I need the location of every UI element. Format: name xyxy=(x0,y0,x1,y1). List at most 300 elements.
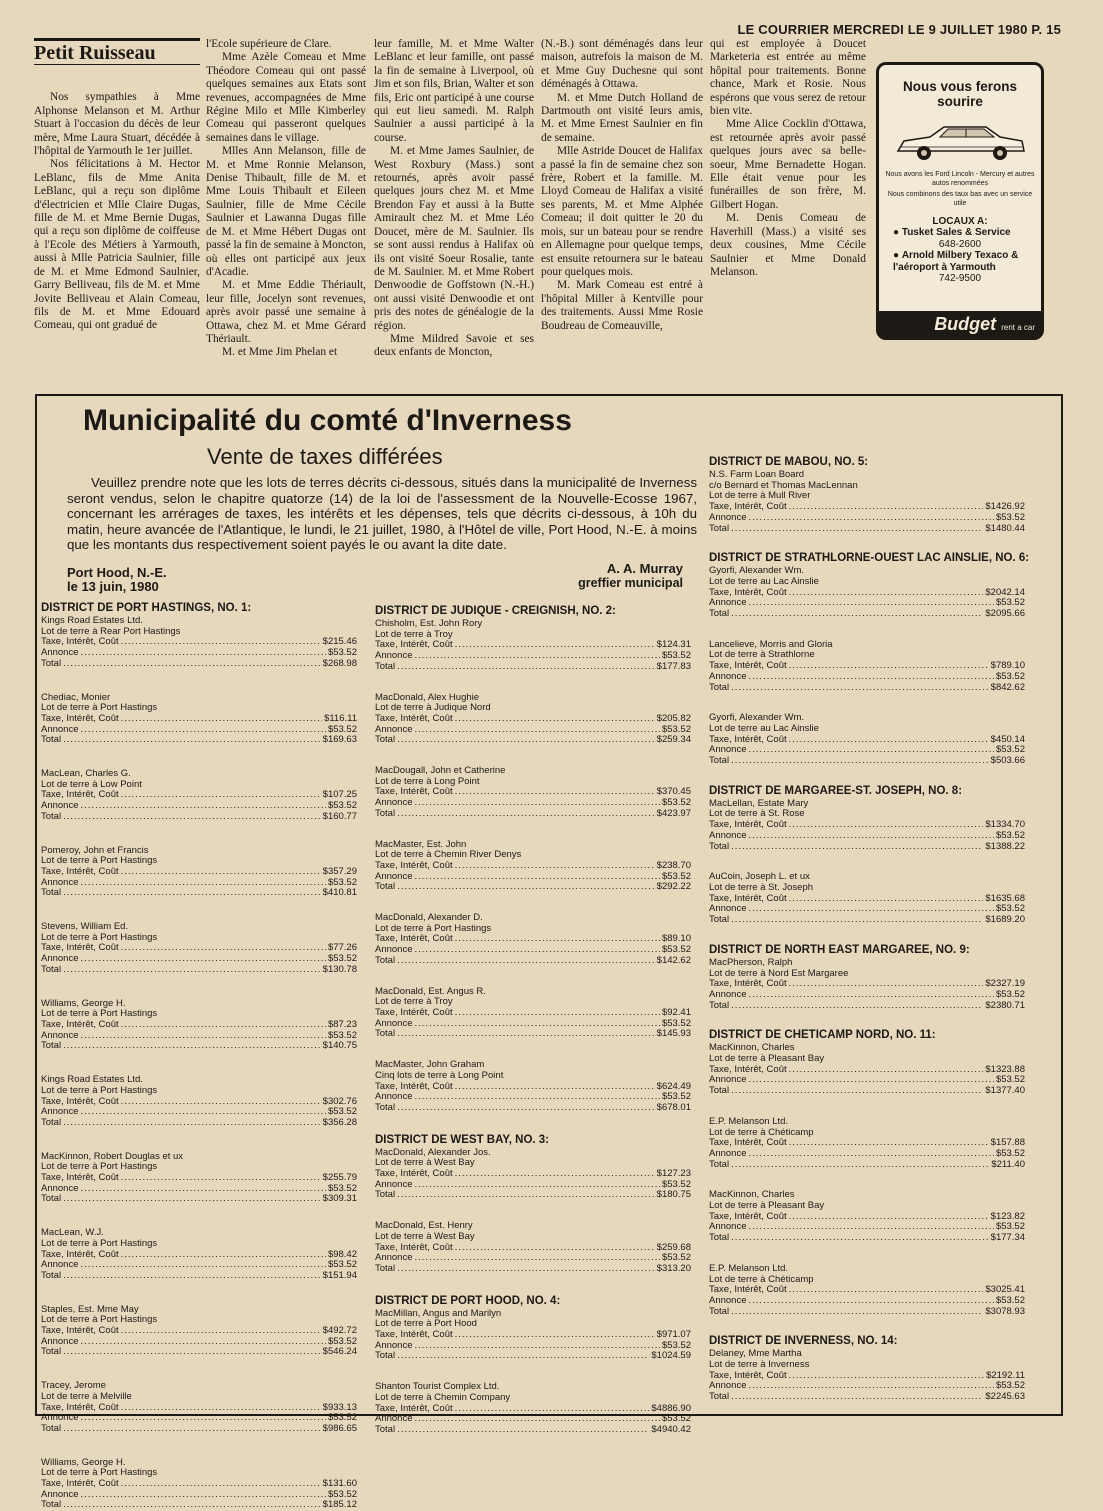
tax-entry xyxy=(375,1221,691,1275)
lot-description: Lot de terre à Port Hastings xyxy=(41,1084,158,1096)
amount-row-annonce xyxy=(41,725,357,736)
article-column-3 xyxy=(374,38,534,360)
article-paragraph: Mlle Astride Doucet de Halifax a passé la fin de semaine chez son frère, Robert et la famille. M. Lloyd Comeau de Halifax a visité ses parents, M. et Mme Alphée Comeau; il doit quitter le 20 du mois, sur un bateau pour se rendre en Allemagne pour quelque temps, est ensuite retournera sur le bateau pour quelques mois. xyxy=(541,145,703,278)
amount-label: Taxe, Intérêt, Coût xyxy=(375,1168,453,1180)
amount-value: $450.14 xyxy=(990,733,1025,745)
amount-row-total xyxy=(375,956,691,967)
amount-row-tax xyxy=(709,735,1025,746)
amount-label: Annonce xyxy=(375,797,413,809)
amount-label: Taxe, Intérêt, Coût xyxy=(41,636,119,648)
signatory-name: A. A. Murray xyxy=(606,561,683,576)
notice-signature xyxy=(553,562,683,590)
amount-value: $971.07 xyxy=(656,1329,691,1341)
amount-value: $423.97 xyxy=(656,807,691,819)
leader-dots xyxy=(749,513,994,524)
leader-dots xyxy=(121,943,326,954)
amount-value: $142.62 xyxy=(656,954,691,966)
lot-description: Lot de terre à Chemin River Denys xyxy=(375,849,522,861)
amount-label: Annonce xyxy=(375,1252,413,1264)
leader-dots xyxy=(121,867,321,878)
amount-row-total xyxy=(375,809,691,820)
leader-dots xyxy=(397,1103,655,1114)
amount-label: Annonce xyxy=(709,1074,747,1086)
amount-value: $53.52 xyxy=(327,723,357,735)
amount-row-total xyxy=(375,1264,691,1275)
amount-row-tax xyxy=(41,790,357,801)
amount-label: Total xyxy=(709,914,730,926)
notice-subtitle: Vente de taxes différées xyxy=(207,444,443,469)
amount-row-tax xyxy=(41,1097,357,1108)
amount-value: $53.52 xyxy=(995,829,1025,841)
leader-dots xyxy=(789,820,984,831)
lot-description: Lot de terre à Chéticamp xyxy=(709,1126,814,1138)
amount-label: Total xyxy=(709,522,730,534)
lot-description: Lot de terre à Port Hastings xyxy=(41,1467,158,1479)
leader-dots xyxy=(81,1031,326,1042)
amount-label: Taxe, Intérêt, Coût xyxy=(709,733,787,745)
amount-value: $2095.66 xyxy=(985,608,1025,620)
amount-row-annonce xyxy=(41,1490,357,1501)
signatory-role: greffier municipal xyxy=(578,576,683,590)
leader-dots xyxy=(415,651,660,662)
amount-value: $1480.44 xyxy=(985,522,1025,534)
amount-label: Taxe, Intérêt, Coût xyxy=(375,859,453,871)
amount-label: Total xyxy=(375,1101,396,1113)
amount-value: $53.52 xyxy=(661,797,691,809)
amount-label: Taxe, Intérêt, Coût xyxy=(709,660,787,672)
amount-label: Annonce xyxy=(709,1221,747,1233)
article-paragraph: Nos sympathies à Mme Alphonse Melanson et M. Arthur Stuart à l'occasion du décès de leur mère, Mme Laura Stuart, décédée à l'hôpital de Yarmouth le 1er juillet. xyxy=(34,91,200,158)
amount-value: $53.52 xyxy=(661,1178,691,1190)
amount-row-annonce xyxy=(709,672,1025,683)
amount-row-total xyxy=(41,1118,357,1129)
tax-entry xyxy=(709,1264,1025,1318)
leader-dots xyxy=(81,954,326,965)
amount-row-annonce xyxy=(375,945,691,956)
notice-place: Port Hood, N.-E. xyxy=(67,565,167,580)
amount-row-total xyxy=(41,1041,357,1052)
amount-value: $292.22 xyxy=(656,881,691,893)
ad-dealer-2 xyxy=(879,250,1041,285)
leader-dots xyxy=(63,812,321,823)
amount-label: Annonce xyxy=(709,988,747,1000)
lot-description: Lot de terre à Melville xyxy=(41,1390,132,1402)
owner-name: MacDonald, Alex Hughie xyxy=(375,691,480,703)
amount-label: Annonce xyxy=(375,723,413,735)
district-heading: DISTRICT DE INVERNESS, NO. 14: xyxy=(709,1335,898,1348)
amount-row-annonce xyxy=(375,1180,691,1191)
owner-name: Tracey, Jerome xyxy=(41,1380,106,1392)
leader-dots xyxy=(81,1337,326,1348)
amount-row-total xyxy=(41,1347,357,1358)
owner-name: MacKinnon, Robert Douglas et ux xyxy=(41,1150,184,1162)
owner-name: Shanton Tourist Complex Ltd. xyxy=(375,1381,500,1393)
amount-row-total xyxy=(375,1190,691,1201)
leader-dots xyxy=(731,1086,983,1097)
owner-name: Delaney, Mme Martha xyxy=(709,1348,802,1360)
amount-value: $53.52 xyxy=(995,1147,1025,1159)
amount-label: Total xyxy=(41,1193,62,1205)
amount-label: Total xyxy=(709,840,730,852)
amount-row-annonce xyxy=(41,801,357,812)
amount-label: Taxe, Intérêt, Coût xyxy=(375,1241,453,1253)
amount-label: Taxe, Intérêt, Coût xyxy=(41,789,119,801)
article-paragraph: leur famille, M. et Mme Walter LeBlanc et leur famille, ont passé la fin de semaine à Liverpool, où Jim et son fils, Brian, Walter et son fils, Eric ont participé à une course qui eut lieu samedi. M. Ralph Saulnier a aussi participé à la course. xyxy=(374,38,534,144)
amount-value: $53.52 xyxy=(995,903,1025,915)
owner-name: MacKinnon, Charles xyxy=(709,1042,795,1054)
amount-label: Annonce xyxy=(709,511,747,523)
amount-row-total xyxy=(709,1233,1025,1244)
amount-label: Taxe, Intérêt, Coût xyxy=(709,819,787,831)
article-paragraph: qui est employée à Doucet Marketeria est entrée au même hôpital pour traitements. Bonne chance, Mark et Rosie. Nous espérons que vous serez de retour bien vite. xyxy=(710,38,866,118)
amount-value: $255.79 xyxy=(322,1172,357,1184)
amount-label: Taxe, Intérêt, Coût xyxy=(375,1402,453,1414)
tax-column-1 xyxy=(41,602,357,1511)
amount-label: Total xyxy=(41,1116,62,1128)
leader-dots xyxy=(397,1425,649,1436)
amount-label: Annonce xyxy=(41,876,79,888)
amount-label: Taxe, Intérêt, Coût xyxy=(41,942,119,954)
amount-label: Taxe, Intérêt, Coût xyxy=(41,1018,119,1030)
amount-row-tax xyxy=(375,1082,691,1093)
leader-dots xyxy=(81,878,326,889)
owner-name: MacMaster, John Graham xyxy=(375,1059,485,1071)
owner-name: MacDonald, Alexander D. xyxy=(375,912,483,924)
tax-entry xyxy=(41,1305,357,1359)
amount-value: $151.94 xyxy=(322,1269,357,1281)
amount-row-total xyxy=(41,1424,357,1435)
article-paragraph: M. et Mme Jim Phelan et xyxy=(222,346,338,359)
tax-entry xyxy=(709,640,1025,694)
amount-value: $53.52 xyxy=(661,1413,691,1425)
amount-label: Annonce xyxy=(41,800,79,812)
leader-dots xyxy=(455,1082,655,1093)
amount-row-tax xyxy=(41,714,357,725)
amount-label: Annonce xyxy=(375,1178,413,1190)
leader-dots xyxy=(731,609,983,620)
amount-row-annonce xyxy=(375,1092,691,1103)
amount-label: Total xyxy=(41,1499,62,1511)
amount-label: Annonce xyxy=(709,1380,747,1392)
amount-row-tax xyxy=(709,1285,1025,1296)
amount-value: $53.52 xyxy=(661,944,691,956)
leader-dots xyxy=(749,672,994,683)
amount-label: Taxe, Intérêt, Coût xyxy=(375,786,453,798)
amount-value: $53.52 xyxy=(995,744,1025,756)
notice-date: le 13 juin, 1980 xyxy=(67,579,159,594)
amount-label: Taxe, Intérêt, Coût xyxy=(375,639,453,651)
amount-label: Taxe, Intérêt, Coût xyxy=(709,586,787,598)
amount-label: Total xyxy=(41,1422,62,1434)
amount-label: Total xyxy=(41,963,62,975)
amount-label: Total xyxy=(375,1262,396,1274)
amount-value: $933.13 xyxy=(322,1401,357,1413)
leader-dots xyxy=(63,1347,321,1358)
ad-line-2: Nous combinons des taux bas avec un service utile xyxy=(887,191,1033,207)
bullet-icon: ● xyxy=(893,250,900,261)
leader-dots xyxy=(121,1403,321,1414)
amount-value: $2327.19 xyxy=(985,978,1025,990)
amount-label: Taxe, Intérêt, Coût xyxy=(709,1210,787,1222)
lot-description: Lot de terre à Port Hastings xyxy=(41,931,158,943)
amount-value: $53.52 xyxy=(995,1294,1025,1306)
amount-value: $238.70 xyxy=(656,859,691,871)
article-paragraph: Mme Mildred Savoie et ses deux enfants de Moncton, xyxy=(374,332,534,359)
amount-value: $116.11 xyxy=(324,712,357,724)
tax-entry xyxy=(41,1152,357,1206)
leader-dots xyxy=(81,648,326,659)
amount-row-annonce xyxy=(375,1019,691,1030)
ad-dealer-1 xyxy=(879,227,1041,250)
amount-value: $127.23 xyxy=(656,1168,691,1180)
amount-label: Annonce xyxy=(41,953,79,965)
amount-label: Annonce xyxy=(375,870,413,882)
leader-dots xyxy=(789,1138,989,1149)
amount-row-tax xyxy=(41,1479,357,1490)
owner-name: MacMaster, Est. John xyxy=(375,838,467,850)
amount-row-tax xyxy=(41,943,357,954)
amount-row-annonce xyxy=(375,1414,691,1425)
lot-description: Lot de terre à St. Joseph xyxy=(709,881,814,893)
tax-entry xyxy=(709,799,1025,853)
amount-label: Taxe, Intérêt, Coût xyxy=(375,933,453,945)
tax-entry xyxy=(41,1458,357,1511)
leader-dots xyxy=(81,801,326,812)
amount-row-tax xyxy=(709,1065,1025,1076)
amount-row-tax xyxy=(375,934,691,945)
lot-description: Lot de terre à Rear Port Hastings xyxy=(41,625,181,637)
amount-row-annonce xyxy=(709,745,1025,756)
amount-label: Total xyxy=(375,1189,396,1201)
amount-row-annonce xyxy=(41,1184,357,1195)
lot-description: Lot de terre à Port Hood xyxy=(375,1318,477,1330)
lot-description: Lot de terre à St. Rose xyxy=(709,808,805,820)
amount-row-total xyxy=(41,812,357,823)
leader-dots xyxy=(415,1414,660,1425)
amount-label: Annonce xyxy=(41,1029,79,1041)
article-headline: Petit Ruisseau xyxy=(34,38,200,65)
amount-value: $546.24 xyxy=(322,1346,357,1358)
tax-entry xyxy=(709,872,1025,926)
amount-value: $3025.41 xyxy=(985,1284,1025,1296)
amount-row-annonce xyxy=(375,725,691,736)
owner-name: Gyorfi, Alexander Wm. xyxy=(709,565,805,577)
amount-row-annonce xyxy=(709,831,1025,842)
amount-row-total xyxy=(709,1307,1025,1318)
ad-dealer-2-name: Arnold Milbery Texaco & l'aéroport à Yarmouth xyxy=(893,250,1019,273)
amount-row-total xyxy=(375,735,691,746)
article-paragraph: Mlles Ann Melanson, fille de M. et Mme Ronnie Melanson, Denise Thibault, fille de M. et Mme Louis Thibault et Eileen Saulnier, fille de Mme Cécile Saulnier et Lawanna Dugas fille de M. et Mme Hébert Dugas ont passé la fin de semaine à Moncton, où elles ont participé aux jeux d'Acadie. xyxy=(206,145,366,278)
leader-dots xyxy=(81,1107,326,1118)
amount-label: Total xyxy=(375,734,396,746)
amount-value: $410.81 xyxy=(322,887,357,899)
amount-label: Annonce xyxy=(41,1335,79,1347)
amount-value: $302.76 xyxy=(322,1095,357,1107)
amount-row-tax xyxy=(709,894,1025,905)
leader-dots xyxy=(63,659,321,670)
article-paragraph: (N.-B.) sont déménagés dans leur maison, autrefois la maison de M. et Mme Guy Duchesne qui sont déménagés à Ottawa. xyxy=(541,38,703,91)
leader-dots xyxy=(789,735,989,746)
article-column-4 xyxy=(541,38,703,333)
leader-dots xyxy=(731,524,983,535)
tax-entry xyxy=(41,999,357,1053)
leader-dots xyxy=(63,1118,321,1129)
leader-dots xyxy=(455,714,655,725)
leader-dots xyxy=(731,756,989,767)
amount-value: $98.42 xyxy=(327,1248,357,1260)
amount-row-tax xyxy=(41,1250,357,1261)
amount-row-total xyxy=(375,882,691,893)
leader-dots xyxy=(415,1019,660,1030)
amount-row-annonce xyxy=(41,1413,357,1424)
leader-dots xyxy=(397,882,655,893)
amount-value: $215.46 xyxy=(322,636,357,648)
article-paragraph: Mme Alice Cocklin d'Ottawa, est retournée après avoir passé quelques jours avec sa belle-soeur, Mme Bernadette Hogan. Elle était venue pour les funérailles de son frère, M. Gilbert Hogan. xyxy=(710,118,866,211)
amount-label: Total xyxy=(709,608,730,620)
ad-locaux-label: LOCAUX A: xyxy=(932,216,988,227)
amount-label: Annonce xyxy=(709,1294,747,1306)
leader-dots xyxy=(731,1307,983,1318)
owner-name: Kings Road Estates Ltd. xyxy=(41,1074,143,1086)
amount-row-tax xyxy=(41,637,357,648)
amount-label: Annonce xyxy=(375,1413,413,1425)
leader-dots xyxy=(121,1097,321,1108)
amount-value: $205.82 xyxy=(656,712,691,724)
amount-row-total xyxy=(709,756,1025,767)
lot-description: Lot de terre à Port Hastings xyxy=(41,855,158,867)
amount-value: $124.31 xyxy=(656,639,691,651)
amount-label: Taxe, Intérêt, Coût xyxy=(41,1478,119,1490)
budget-advertisement xyxy=(876,62,1044,340)
amount-label: Total xyxy=(375,1028,396,1040)
leader-dots xyxy=(397,809,655,820)
owner-name: Pomeroy, John et Francis xyxy=(41,844,149,856)
lot-description: Lot de terre à Port Hastings xyxy=(41,702,158,714)
leader-dots xyxy=(415,1180,660,1191)
amount-value: $309.31 xyxy=(322,1193,357,1205)
amount-label: Total xyxy=(375,1350,396,1362)
amount-value: $1377.40 xyxy=(985,1085,1025,1097)
lot-description: Lot de terre à Chéticamp xyxy=(709,1273,814,1285)
amount-value: $1635.68 xyxy=(985,892,1025,904)
amount-row-tax xyxy=(375,1404,691,1415)
leader-dots xyxy=(789,588,984,599)
owner-name: MacPherson, Ralph xyxy=(709,956,793,968)
amount-value: $53.52 xyxy=(995,1380,1025,1392)
amount-value: $53.52 xyxy=(661,1091,691,1103)
amount-label: Annonce xyxy=(375,1339,413,1351)
amount-value: $1689.20 xyxy=(985,914,1025,926)
amount-row-annonce xyxy=(709,904,1025,915)
amount-row-total xyxy=(375,1029,691,1040)
amount-label: Total xyxy=(709,755,730,767)
lot-description: Lot de terre à Troy xyxy=(375,996,453,1008)
ad-dealer-1-name: Tusket Sales & Service xyxy=(901,227,1011,238)
tax-entry xyxy=(709,1349,1025,1403)
amount-value: $503.66 xyxy=(990,755,1025,767)
leader-dots xyxy=(731,1160,989,1171)
leader-dots xyxy=(81,1184,326,1195)
owner-name: N.S. Farm Loan Board xyxy=(709,469,805,480)
district-heading: DISTRICT DE PORT HASTINGS, NO. 1: xyxy=(41,602,252,614)
leader-dots xyxy=(731,1233,989,1244)
leader-dots xyxy=(121,1326,321,1337)
leader-dots xyxy=(749,990,994,1001)
amount-value: $259.68 xyxy=(656,1241,691,1253)
amount-value: $53.52 xyxy=(995,988,1025,1000)
owner-name: MacLean, W.J. xyxy=(41,1227,104,1239)
article-paragraph: M. et Mme Dutch Holland de Dartmouth ont visité leurs amis, M. et Mme Ernest Saulnier en fin de semaine. xyxy=(541,91,703,144)
owner-name: MacKinnon, Charles xyxy=(709,1189,795,1201)
amount-row-tax xyxy=(709,979,1025,990)
district-heading: DISTRICT DE NORTH EAST MARGAREE, NO. 9: xyxy=(709,943,970,956)
amount-row-annonce xyxy=(375,1341,691,1352)
amount-value: $53.52 xyxy=(995,511,1025,523)
amount-row-annonce xyxy=(41,1260,357,1271)
leader-dots xyxy=(749,831,994,842)
amount-label: Taxe, Intérêt, Coût xyxy=(709,978,787,990)
amount-label: Total xyxy=(41,887,62,899)
amount-value: $92.41 xyxy=(661,1006,691,1018)
lot-description: Lot de terre à Chemin Company xyxy=(375,1391,511,1403)
amount-row-annonce xyxy=(375,872,691,883)
amount-row-tax xyxy=(375,787,691,798)
amount-value: $211.40 xyxy=(991,1158,1025,1170)
amount-value: $53.52 xyxy=(327,647,357,659)
amount-row-tax xyxy=(375,640,691,651)
amount-value: $53.52 xyxy=(995,1221,1025,1233)
district-heading: DISTRICT DE MABOU, NO. 5: xyxy=(709,456,869,468)
tax-entry xyxy=(41,1381,357,1435)
amount-value: $2245.63 xyxy=(985,1391,1025,1403)
amount-value: $53.52 xyxy=(327,1488,357,1500)
lot-description: Lot de terre à Pleasant Bay xyxy=(709,1200,825,1212)
leader-dots xyxy=(415,725,660,736)
owner-name: Gyorfi, Alexander Wm. xyxy=(709,712,805,724)
amount-row-tax xyxy=(709,661,1025,672)
amount-label: Annonce xyxy=(41,1106,79,1118)
leader-dots xyxy=(789,1285,984,1296)
budget-tagline: rent a car xyxy=(1001,323,1035,332)
amount-value: $4940.42 xyxy=(651,1423,691,1435)
lot-description: Lot de terre à Strathlorne xyxy=(709,649,815,661)
amount-row-annonce xyxy=(375,798,691,809)
owner-name: MacDougall, John et Catherine xyxy=(375,765,506,777)
leader-dots xyxy=(121,1020,326,1031)
lot-description: Lot de terre à Mull River xyxy=(709,490,811,502)
amount-value: $180.75 xyxy=(656,1189,691,1201)
leader-dots xyxy=(415,945,660,956)
amount-value: $53.52 xyxy=(327,1259,357,1271)
leader-dots xyxy=(81,725,326,736)
amount-value: $313.20 xyxy=(656,1262,691,1274)
amount-label: Annonce xyxy=(709,903,747,915)
amount-row-annonce xyxy=(41,1031,357,1042)
leader-dots xyxy=(455,640,655,651)
budget-brand: Budget xyxy=(934,314,997,334)
amount-label: Total xyxy=(709,1391,730,1403)
amount-row-tax xyxy=(41,1403,357,1414)
amount-value: $169.63 xyxy=(322,734,357,746)
tax-entry xyxy=(709,713,1025,767)
amount-value: $53.52 xyxy=(327,1106,357,1118)
leader-dots xyxy=(415,1253,660,1264)
amount-label: Total xyxy=(375,881,396,893)
leader-dots xyxy=(749,1381,994,1392)
amount-row-tax xyxy=(709,502,1025,513)
amount-label: Annonce xyxy=(709,597,747,609)
amount-row-total xyxy=(709,1160,1025,1171)
